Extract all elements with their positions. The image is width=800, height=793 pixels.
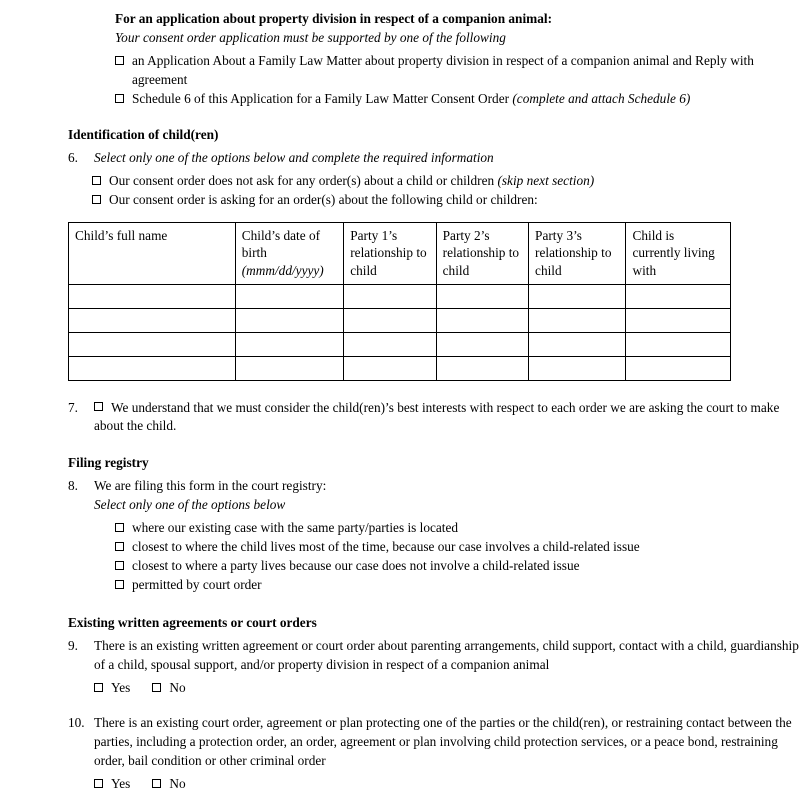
table-row[interactable] bbox=[69, 356, 731, 380]
cell-party2-relationship[interactable] bbox=[436, 332, 528, 356]
children-table bbox=[68, 222, 731, 381]
cell-party3-relationship[interactable] bbox=[529, 356, 626, 380]
checkbox-registry-party-lives[interactable] bbox=[115, 557, 800, 576]
col-party3-relationship: Party 3’s relationship to child bbox=[529, 222, 626, 284]
cell-party3-relationship[interactable] bbox=[529, 308, 626, 332]
col-child-dob-hint: (mmm/dd/yyyy) bbox=[241, 262, 324, 278]
companion-animal-heading: For an application about property division in respect of a companion animal: bbox=[115, 11, 552, 26]
item-10-yes-no bbox=[94, 775, 800, 793]
checkbox-registry-child-lives[interactable] bbox=[115, 538, 800, 557]
item-7-text: We understand that we must consider the child(ren)’s best interests with respect to each order we are asking the court to make about the child. bbox=[94, 399, 780, 434]
checkbox-label: closest to where a party lives because our case does not involve a child-related issue bbox=[132, 557, 580, 573]
checkbox-icon[interactable] bbox=[152, 683, 161, 692]
companion-animal-subheading: Your consent order application must be supported by one of the following bbox=[115, 29, 506, 45]
cell-currently-living-with[interactable] bbox=[626, 356, 731, 380]
col-party1-relationship: Party 1’s relationship to child bbox=[344, 222, 436, 284]
checkbox-label: No bbox=[169, 775, 186, 791]
item-7 bbox=[68, 399, 800, 437]
cell-child-full-name[interactable] bbox=[69, 332, 236, 356]
col-party2-relationship: Party 2’s relationship to child bbox=[436, 222, 528, 284]
item-10-number: 10. bbox=[68, 714, 85, 730]
checkbox-registry-court-order[interactable] bbox=[115, 576, 800, 595]
item-7-number: 7. bbox=[68, 399, 78, 415]
item-10 bbox=[68, 714, 800, 793]
cell-child-dob[interactable] bbox=[235, 356, 343, 380]
col-currently-living-with: Child is currently living with bbox=[626, 222, 731, 284]
col-child-full-name: Child’s full name bbox=[69, 222, 236, 284]
cell-child-dob[interactable] bbox=[235, 284, 343, 308]
item-10-text: There is an existing court order, agreement or plan protecting one of the parties or the child(ren), or restraining contact between the parties, including a protection order, an order, agreement or plan involving child protection services, or a peace bond, restraining order, bail condition or other criminal order bbox=[94, 714, 792, 768]
checkbox-icon[interactable] bbox=[92, 176, 101, 185]
cell-party2-relationship[interactable] bbox=[436, 284, 528, 308]
checkbox-icon[interactable] bbox=[92, 195, 101, 204]
item-8 bbox=[68, 477, 800, 515]
cell-party3-relationship[interactable] bbox=[529, 332, 626, 356]
cell-party2-relationship[interactable] bbox=[436, 356, 528, 380]
checkbox-label: Our consent order does not ask for any order(s) about a child or children bbox=[109, 173, 498, 189]
item-9-yes-no bbox=[94, 679, 800, 698]
checkbox-label: Our consent order is asking for an order(s) about the following child or children: bbox=[109, 192, 538, 207]
filing-registry-heading: Filing registry bbox=[68, 455, 149, 471]
cell-child-full-name[interactable] bbox=[69, 356, 236, 380]
table-row[interactable] bbox=[69, 332, 731, 356]
cell-party3-relationship[interactable] bbox=[529, 284, 626, 308]
item-8-instruction: Select only one of the options below bbox=[94, 497, 286, 513]
checkbox-label: an Application About a Family Law Matter about property division in respect of a companion animal and Reply with agreement bbox=[132, 52, 754, 87]
cell-party1-relationship[interactable] bbox=[344, 356, 436, 380]
checkbox-icon[interactable] bbox=[152, 779, 161, 788]
checkbox-label: No bbox=[169, 680, 186, 696]
checkbox-icon[interactable] bbox=[115, 561, 124, 570]
checkbox-label: where our existing case with the same party/parties is located bbox=[132, 519, 459, 535]
checkbox-icon[interactable] bbox=[115, 580, 124, 589]
checkbox-registry-existing-case[interactable] bbox=[115, 519, 800, 538]
cell-party2-relationship[interactable] bbox=[436, 308, 528, 332]
checkbox-label: Yes bbox=[111, 680, 131, 696]
checkbox-item9-no[interactable] bbox=[152, 679, 185, 698]
checkbox-label-italic: (skip next section) bbox=[497, 173, 595, 189]
item-8-text: We are filing this form in the court registry: bbox=[94, 478, 327, 494]
cell-party1-relationship[interactable] bbox=[344, 332, 436, 356]
checkbox-option-application-reply[interactable] bbox=[115, 52, 800, 90]
checkbox-icon[interactable] bbox=[94, 402, 103, 411]
item-6-number: 6. bbox=[68, 150, 78, 166]
item-9-text: There is an existing written agreement or court order about parenting arrangements, child support, contact with a child, guardianship of a child, spousal support, and/or property division in respect of a companion animal bbox=[94, 638, 799, 673]
checkbox-label: Schedule 6 of this Application for a Family Law Matter Consent Order bbox=[132, 90, 513, 106]
item-6 bbox=[68, 149, 800, 168]
item-6-instruction: Select only one of the options below and complete the required information bbox=[94, 150, 494, 166]
cell-party1-relationship[interactable] bbox=[344, 308, 436, 332]
cell-currently-living-with[interactable] bbox=[626, 308, 731, 332]
table-header-row bbox=[69, 222, 731, 284]
cell-child-full-name[interactable] bbox=[69, 308, 236, 332]
cell-child-dob[interactable] bbox=[235, 332, 343, 356]
cell-party1-relationship[interactable] bbox=[344, 284, 436, 308]
checkbox-icon[interactable] bbox=[115, 542, 124, 551]
checkbox-item9-yes[interactable] bbox=[94, 679, 130, 698]
checkbox-icon[interactable] bbox=[94, 683, 103, 692]
checkbox-no-child-orders[interactable] bbox=[92, 172, 800, 191]
table-row[interactable] bbox=[69, 284, 731, 308]
companion-animal-section bbox=[115, 10, 800, 108]
checkbox-icon[interactable] bbox=[115, 523, 124, 532]
cell-child-dob[interactable] bbox=[235, 308, 343, 332]
col-child-dob: Child’s date of birth (mmm/dd/yyyy) bbox=[235, 222, 343, 284]
item-8-number: 8. bbox=[68, 478, 78, 494]
cell-currently-living-with[interactable] bbox=[626, 284, 731, 308]
checkbox-icon[interactable] bbox=[115, 56, 124, 65]
checkbox-label: Yes bbox=[111, 775, 131, 791]
item-9 bbox=[68, 637, 800, 698]
cell-currently-living-with[interactable] bbox=[626, 332, 731, 356]
cell-child-full-name[interactable] bbox=[69, 284, 236, 308]
item-9-number: 9. bbox=[68, 638, 78, 654]
checkbox-item10-yes[interactable] bbox=[94, 775, 130, 793]
checkbox-icon[interactable] bbox=[94, 779, 103, 788]
checkbox-option-schedule-6[interactable] bbox=[115, 90, 800, 109]
existing-agreements-heading: Existing written agreements or court orders bbox=[68, 615, 317, 631]
identification-heading: Identification of child(ren) bbox=[68, 127, 219, 143]
checkbox-label: permitted by court order bbox=[132, 576, 262, 592]
checkbox-has-child-orders[interactable] bbox=[92, 191, 800, 210]
table-row[interactable] bbox=[69, 308, 731, 332]
checkbox-label-italic: (complete and attach Schedule 6) bbox=[512, 90, 691, 106]
checkbox-icon[interactable] bbox=[115, 94, 124, 103]
checkbox-label: closest to where the child lives most of the time, because our case involves a child-related issue bbox=[132, 538, 640, 554]
checkbox-item10-no[interactable] bbox=[152, 775, 185, 793]
